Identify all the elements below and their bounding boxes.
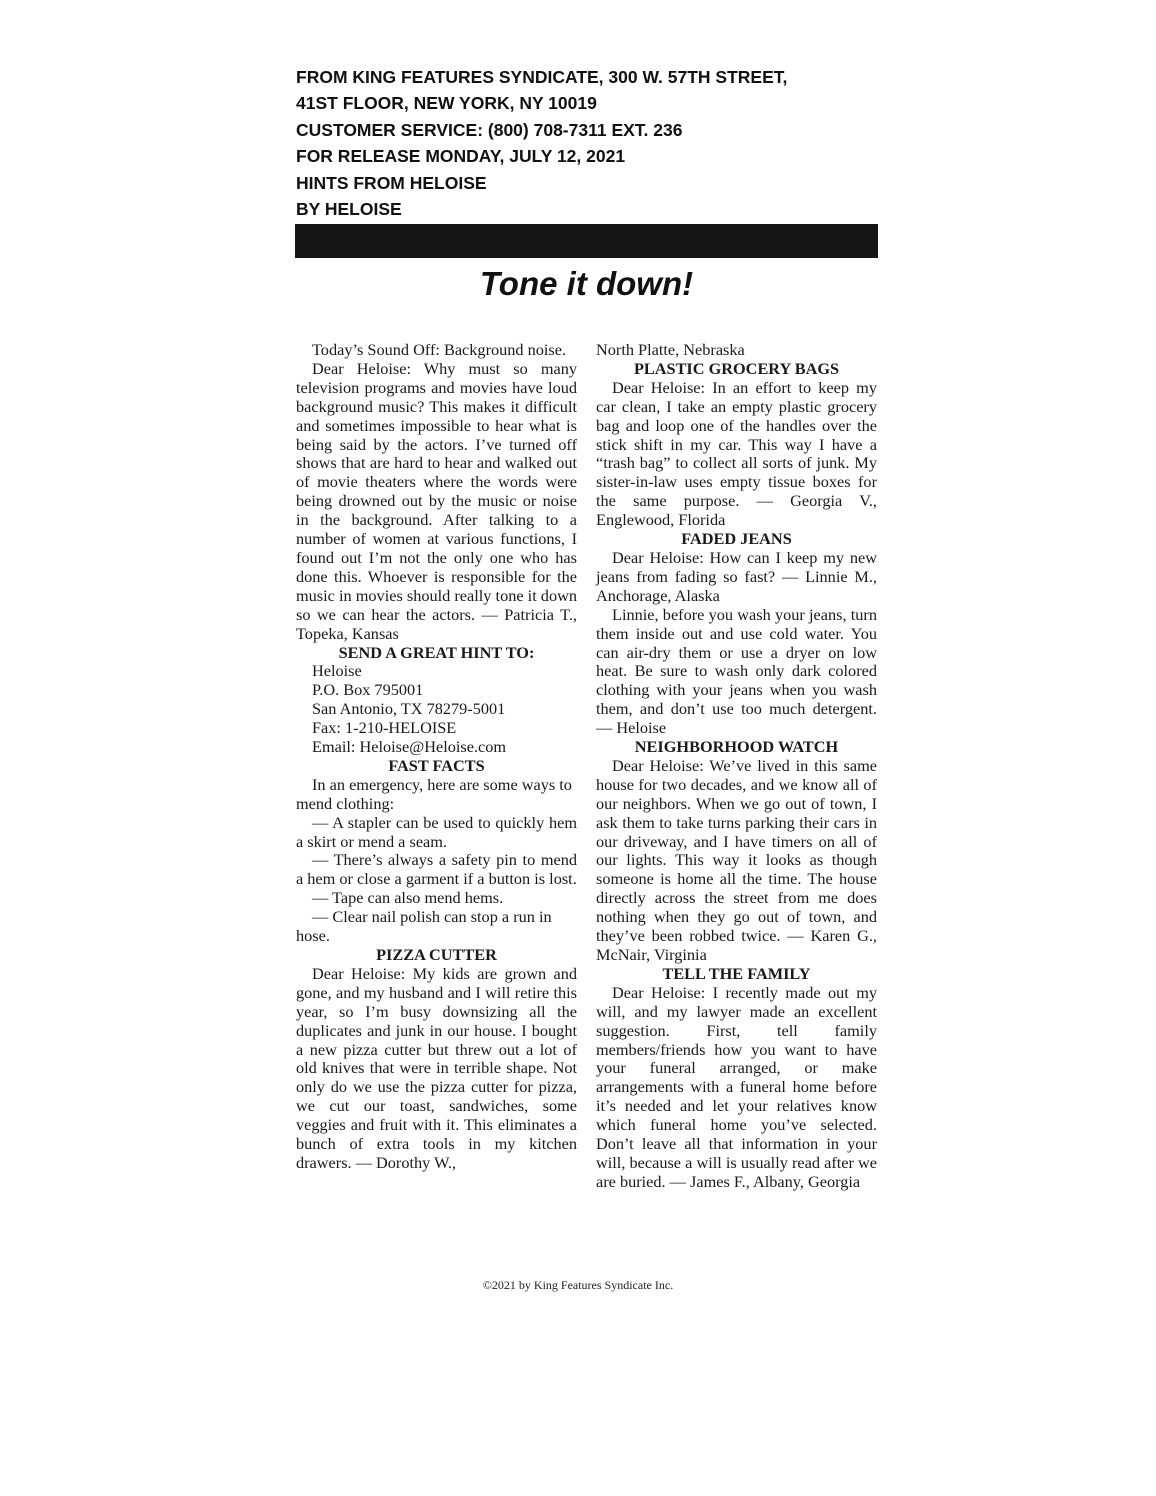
fast-facts-heading: FAST FACTS xyxy=(388,755,485,775)
send-hint-heading: SEND A GREAT HINT TO: xyxy=(338,642,535,662)
address-email: Email: Heloise@Heloise.com xyxy=(312,737,507,757)
header-line-2: 41ST FLOOR, NEW YORK, NY 10019 xyxy=(296,93,597,114)
faded-jeans-answer: Linnie, before you wash your jeans, turn them inside out and use cold water. You can air-dry them or use a dryer on low heat. Be sure to wash only dark colored clothing with your jeans when you wash them, and don’t use too much detergent. — Heloise xyxy=(596,604,877,738)
tell-family-heading: TELL THE FAMILY xyxy=(662,963,811,983)
header-line-4: FOR RELEASE MONDAY, JULY 12, 2021 xyxy=(296,146,626,167)
fast-fact-item: — A stapler can be used to quickly hem a skirt or mend a seam. xyxy=(296,812,577,851)
fast-facts-intro: In an emergency, here are some ways to mend clothing: xyxy=(296,774,572,813)
address-fax: Fax: 1-210-HELOISE xyxy=(312,718,457,738)
header-line-6: BY HELOISE xyxy=(296,199,402,220)
column-right xyxy=(596,341,877,1192)
grocery-bags-letter: Dear Heloise: In an effort to keep my car clean, I take an empty plastic grocery bag and loop one of the handles over the stick shift in my car. This way I have a “trash bag” to collect all sorts of junk. My sister-in-law uses empty tissue boxes for the same purpose. — Georgia V., Englewood, Florida xyxy=(596,377,877,530)
header-line-1: FROM KING FEATURES SYNDICATE, 300 W. 57TH STREET, xyxy=(296,67,788,87)
fast-fact-item: — There’s always a safety pin to mend a hem or close a garment if a button is lost. xyxy=(296,850,577,889)
header-line-3: CUSTOMER SERVICE: (800) 708-7311 EXT. 236 xyxy=(296,119,683,140)
neighborhood-watch-letter: Dear Heloise: We’ve lived in this same house for two decades, and we know all of our neighbors. When we go out of town, I ask them to take turns parking their cars in our driveway, and I have timers on all of our lights. This way it looks as though someone is home all the time. The house directly across the street from me does nothing when they go out of town, and they’ve been robbed twice. — Karen G., McNair, Virginia xyxy=(596,755,877,964)
pizza-cutter-heading: PIZZA CUTTER xyxy=(376,945,497,964)
pizza-cutter-letter: Dear Heloise: My kids are grown and gone, and my husband and I will retire this year, so I’m busy downsizing all the duplicates and junk in our house. I bought a new pizza cutter but threw out a lot of old knives that were in terrible shape. Not only do we use the pizza cutter for pizza, we cut our toast, sandwiches, some veggies and fruit with it. This eliminates a bunch of extra tools in my kitchen drawers. — Dorothy W., xyxy=(296,963,577,1172)
fast-fact-item: — Clear nail polish can stop a run in hose. xyxy=(296,907,552,946)
sound-off-intro: Today’s Sound Off: Background noise. xyxy=(312,340,567,359)
letter-continuation: North Platte, Nebraska xyxy=(596,340,745,359)
tell-family-letter: Dear Heloise: I recently made out my will, and my lawyer made an excellent suggestion. First, tell family members/friends how you want to have your funeral arranged, or make arrangements with a funeral home before it’s needed and let your relatives know which funeral home you’ve selected. Don’t leave all that information in your will, because a will is usually read after we are buried. — James F., Albany, Georgia xyxy=(596,982,877,1191)
faded-jeans-heading: FADED JEANS xyxy=(681,529,792,549)
grocery-bags-heading: PLASTIC GROCERY BAGS xyxy=(633,358,840,378)
neighborhood-watch-heading: NEIGHBORHOOD WATCH xyxy=(634,737,839,757)
mailing-address xyxy=(296,662,577,757)
column-left xyxy=(296,341,577,1173)
fast-fact-item: — Tape can also mend hems. xyxy=(312,888,504,908)
header-divider-bar xyxy=(295,224,878,258)
copyright-footer: ©2021 by King Features Syndicate Inc. xyxy=(482,1278,674,1292)
address-box: P.O. Box 795001 xyxy=(312,680,424,700)
faded-jeans-question: Dear Heloise: How can I keep my new jeans from fading so fast? — Linnie M., Anchorage, Alaska xyxy=(596,547,877,605)
syndicate-header xyxy=(296,64,896,222)
address-city: San Antonio, TX 78279-5001 xyxy=(312,699,506,719)
header-line-5: HINTS FROM HELOISE xyxy=(296,172,487,193)
article-title: Tone it down! xyxy=(479,265,694,302)
address-name: Heloise xyxy=(312,661,362,681)
letter-background-noise: Dear Heloise: Why must so many television programs and movies have loud background music? This makes it difficult and sometimes impossible to hear what is being said by the actors. I’ve turned off shows that are hard to hear and walked out of movie theaters where the words were being drowned out by the music or noise in the background. After talking to a number of women at various functions, I found out I’m not the only one who has done this. Whoever is responsible for the music in movies should really tone it down so we can hear the actors. — Patricia T., Topeka, Kansas xyxy=(296,358,577,643)
